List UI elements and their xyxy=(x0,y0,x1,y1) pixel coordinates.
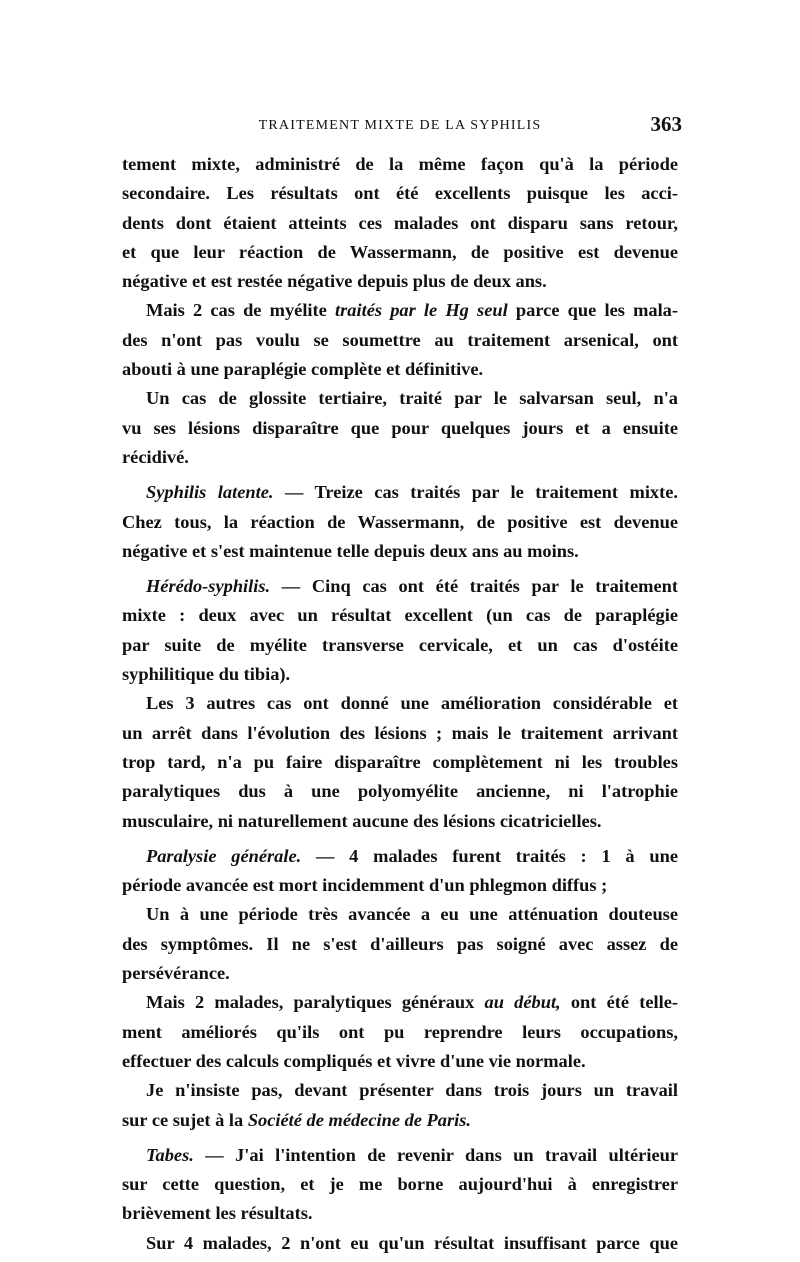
text-line: syphilitique du tibia). xyxy=(122,664,291,685)
section-heredo-syphilis xyxy=(122,572,678,689)
text-line: paralytiques dus à une polyomyélite ancienne, ni l'atrophie xyxy=(122,781,678,802)
section-heading: Tabes. xyxy=(146,1144,194,1165)
text-line: dents dont étaient atteints ces malades ont disparu sans retour, xyxy=(122,212,678,233)
text-line: négative et s'est maintenue telle depuis deux ans au moins. xyxy=(122,540,579,561)
text-line: trop tard, n'a pu faire disparaître complètement ni les troubles xyxy=(122,751,678,772)
text-line: secondaire. Les résultats ont été excellents puisque les acci- xyxy=(122,183,678,204)
text-line: Mais 2 cas de myélite traités par le Hg seul parce que les mala- xyxy=(146,300,679,321)
text-line: Sur 4 malades, 2 n'ont eu qu'un résultat insuffisant parce que xyxy=(146,1232,678,1253)
section-heading: Hérédo-syphilis. xyxy=(146,576,271,597)
paragraph-glossite xyxy=(122,384,678,472)
text-line: musculaire, ni naturellement aucune des lésions cicatricielles. xyxy=(122,810,602,831)
text-line: ment améliorés qu'ils ont pu reprendre leurs occupations, xyxy=(122,1021,678,1042)
text-line: par suite de myélite transverse cervicale, et un cas d'ostéite xyxy=(122,634,678,655)
text-line: persévérance. xyxy=(122,963,230,984)
text-line: un arrêt dans l'évolution des lésions ; mais le traitement arrivant xyxy=(122,722,678,743)
text-line: Tabes. — J'ai l'intention de revenir dans un travail ultérieur xyxy=(146,1144,678,1165)
text-line: Hérédo-syphilis. — Cinq cas ont été traités par le traitement xyxy=(146,576,678,597)
text-line: Mais 2 malades, paralytiques généraux au début, ont été telle- xyxy=(146,992,679,1013)
text-line: Chez tous, la réaction de Wassermann, de positive est devenue xyxy=(122,511,678,532)
paragraph-je-ninsiste xyxy=(122,1076,678,1135)
text-line: négative et est restée négative depuis plus de deux ans. xyxy=(122,271,547,292)
text-line: des n'ont pas voulu se soumettre au traitement arsenical, ont xyxy=(122,329,678,350)
text-line: sur ce sujet à la Société de médecine de Paris. xyxy=(122,1109,472,1130)
section-syphilis-latente xyxy=(122,478,678,566)
page-number: 363 xyxy=(650,112,682,136)
text-line: effectuer des calculs compliqués et vivre d'une vie normale. xyxy=(122,1050,586,1071)
text-line: Les 3 autres cas ont donné une amélioration considérable et xyxy=(146,693,678,714)
text-line: des symptômes. Il ne s'est d'ailleurs pas soigné avec assez de xyxy=(122,933,678,954)
section-tabes xyxy=(122,1141,678,1229)
text-line: Un à une période très avancée a eu une atténuation douteuse xyxy=(146,904,678,925)
text-line: récidivé. xyxy=(122,446,189,467)
paragraph-periode-avancee xyxy=(122,900,678,988)
section-paralysie-generale xyxy=(122,842,678,901)
paragraph-sur-4-malades xyxy=(122,1229,678,1258)
text-line: période avancée est mort incidemment d'un phlegmon diffus ; xyxy=(122,875,608,896)
text-line: abouti à une paraplégie complète et définitive. xyxy=(122,359,484,380)
text-line: Paralysie générale. — 4 malades furent traités : 1 à une xyxy=(146,845,678,866)
running-title: TRAITEMENT MIXTE DE LA SYPHILIS xyxy=(258,118,542,133)
text-line: vu ses lésions disparaître que pour quelques jours et a ensuite xyxy=(122,417,678,438)
text-line: Un cas de glossite tertiaire, traité par le salvarsan seul, n'a xyxy=(146,388,678,409)
text-line: sur cette question, et je me borne aujourd'hui à enregistrer xyxy=(122,1174,678,1195)
paragraph-continuation xyxy=(122,150,678,296)
paragraph-au-debut xyxy=(122,988,678,1076)
text-line: brièvement les résultats. xyxy=(122,1203,313,1224)
section-heading: Paralysie générale. xyxy=(146,845,302,866)
text-line: Syphilis latente. — Treize cas traités par le traitement mixte. xyxy=(146,482,679,503)
text-line: Je n'insiste pas, devant présenter dans trois jours un travail xyxy=(146,1080,678,1101)
body-text xyxy=(122,150,678,1258)
emphasis-text: Société de médecine de Paris. xyxy=(247,1109,472,1130)
section-heading: Syphilis latente. xyxy=(146,482,274,503)
text-line: et que leur réaction de Wassermann, de positive est devenue xyxy=(122,241,678,262)
text-line: mixte : deux avec un résultat excellent (un cas de paraplégie xyxy=(122,605,678,626)
page-header xyxy=(122,112,682,136)
emphasis-text: au début, xyxy=(484,992,561,1013)
paragraph-myelite xyxy=(122,296,678,384)
text-line: tement mixte, administré de la même façon qu'à la période xyxy=(122,154,678,174)
emphasis-text: traités par le Hg seul xyxy=(335,300,508,321)
paragraph-autres-cas xyxy=(122,689,678,835)
